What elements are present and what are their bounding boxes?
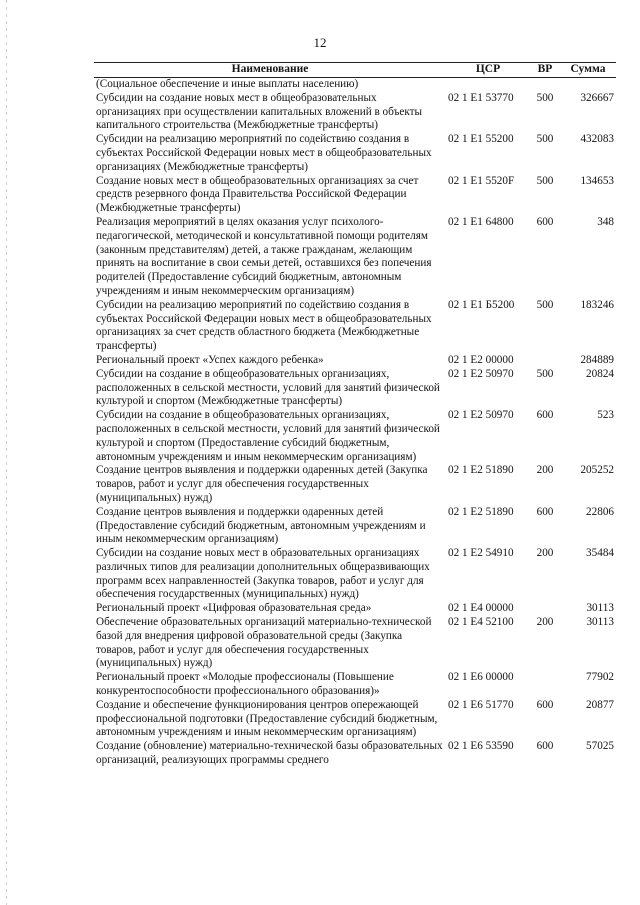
row-csr-cell: 02 1 E1 64800 <box>448 215 514 228</box>
table-row <box>94 78 616 92</box>
table-row <box>94 175 616 216</box>
row-name-cell: Региональный проект «Цифровая образовательная среда» <box>96 602 372 615</box>
row-sum-cell: 348 <box>597 215 614 228</box>
table-row <box>94 506 616 547</box>
row-csr-cell: 02 1 E2 51890 <box>448 505 514 518</box>
row-csr-cell: 02 1 E2 50970 <box>448 409 514 422</box>
row-sum-cell: 22806 <box>586 505 614 518</box>
row-sum-cell: 20877 <box>586 698 614 711</box>
row-csr-cell: 02 1 E1 5520F <box>448 174 515 187</box>
page-number: 12 <box>313 35 327 50</box>
row-name-cell: Создание центров выявления и поддержки одаренных детей (Предоставление субсидий бюджетным, автономным учреждениям и иным некоммерческим организациям) <box>96 505 426 546</box>
row-sum-cell: 326667 <box>580 91 614 104</box>
table-row <box>94 133 616 174</box>
row-csr-cell <box>446 78 530 92</box>
row-vr-cell: 500 <box>536 91 554 104</box>
row-vr-cell: 500 <box>536 367 554 380</box>
row-sum-cell: 77902 <box>586 671 614 684</box>
row-sum-cell: 57025 <box>586 740 614 753</box>
row-sum-cell: 523 <box>597 409 614 422</box>
row-name-cell: Субсидии на реализацию мероприятий по содействию создания в субъектах Российской Федерации новых мест в общеобразовательных организациях за счет средств областного бюджета (Межбюджетные трансферты) <box>96 298 432 353</box>
row-vr-cell: 600 <box>536 698 554 711</box>
row-name-cell: Субсидии на реализацию мероприятий по содействию создания в субъектах Российской Федерации новых мест в общеобразовательных организациях (Межбюджетные трансферты) <box>96 133 432 173</box>
table-header <box>94 63 616 78</box>
row-csr-cell: 02 1 E4 52100 <box>448 616 514 629</box>
row-sum-cell: 183246 <box>580 298 614 311</box>
table-row <box>94 354 616 368</box>
table-row <box>94 671 616 699</box>
header-name: Наименование <box>94 63 446 78</box>
row-vr-cell <box>530 671 560 699</box>
row-vr-cell <box>530 602 560 616</box>
scan-edge-mark <box>6 0 7 905</box>
row-sum-cell: 20824 <box>586 367 614 380</box>
table-row <box>94 216 616 299</box>
row-name-cell: Субсидии на создание новых мест в образовательных организациях различных типов для реализации дополнительных общеразвивающих программ всех направленностей (Закупка товаров, работ и услуг для обеспечения государственных (муниципальных) нужд) <box>96 547 430 601</box>
row-name-cell: Субсидии на создание новых мест в общеобразовательных организациях при осуществлении капитальных вложений в объекты капитального строительства (Межбюджетные трансферты) <box>96 91 423 132</box>
table-row <box>94 299 616 354</box>
row-name-cell: Создание центров выявления и поддержки одаренных детей (Закупка товаров, работ и услуг для обеспечения государственных (муниципальных) нужд) <box>96 464 428 504</box>
row-name-cell: Региональный проект «Успех каждого ребенка» <box>96 353 324 366</box>
table-row <box>94 92 616 133</box>
table-row <box>94 464 616 505</box>
row-csr-cell: 02 1 E2 50970 <box>448 367 514 380</box>
row-csr-cell: 02 1 E6 51770 <box>448 698 514 711</box>
budget-table <box>94 62 616 768</box>
row-name-cell: Обеспечение образовательных организаций материально-технической базой для внедрения цифровой образовательной среды (Закупка товаров, работ и услуг для обеспечения государственных (муниципальных) нужд) <box>96 616 432 670</box>
row-vr-cell: 600 <box>536 505 554 518</box>
table-row <box>94 368 616 409</box>
table-body <box>94 78 616 768</box>
row-name-cell: Создание (обновление) материально-технической базы образовательных организаций, реализующих программы среднего <box>96 740 443 767</box>
row-vr-cell: 200 <box>536 616 554 629</box>
row-name-cell: Субсидии на создание в общеобразовательных организациях, расположенных в сельской местности, условий для занятий физической культурой и спортом (Межбюджетные трансферты) <box>96 367 440 408</box>
table-row <box>94 740 616 768</box>
header-csr: ЦСР <box>446 63 530 78</box>
row-name-cell: Региональный проект «Молодые профессионалы (Повышение конкурентоспособности профессионального образования)» <box>96 671 394 698</box>
row-vr-cell: 500 <box>536 174 554 187</box>
table-row <box>94 409 616 464</box>
header-vr: ВР <box>530 63 560 78</box>
row-vr-cell <box>530 354 560 368</box>
header-row <box>94 63 616 78</box>
row-vr-cell <box>530 78 560 92</box>
row-sum-cell: 30113 <box>586 602 614 615</box>
row-csr-cell: 02 1 E2 54910 <box>448 547 514 560</box>
row-csr-cell: 02 1 E2 00000 <box>448 353 514 366</box>
row-sum-cell: 30113 <box>586 616 614 629</box>
row-vr-cell: 600 <box>536 215 554 228</box>
row-sum-cell: 35484 <box>586 547 614 560</box>
row-vr-cell: 500 <box>536 133 554 146</box>
row-sum-cell: 284889 <box>580 353 614 366</box>
table-row <box>94 616 616 671</box>
row-csr-cell: 02 1 E6 00000 <box>448 671 514 684</box>
row-name-cell: Реализация мероприятий в целях оказания услуг психолого-педагогической, методической и консультативной помощи родителям (законным представителям) детей, а также гражданам, желающим принять на воспитание в свои семьи детей, оставшихся без попечения родителей (Предоставление субсидий бюджетным, автономным учреждениям и иным некоммерческим организациям) <box>96 215 432 297</box>
row-csr-cell: 02 1 E6 53590 <box>448 740 514 753</box>
table-row <box>94 547 616 602</box>
row-vr-cell: 200 <box>536 464 554 477</box>
row-vr-cell: 200 <box>536 547 554 560</box>
header-sum: Сумма <box>560 63 616 78</box>
row-sum-cell: 134653 <box>580 174 614 187</box>
table-row <box>94 699 616 740</box>
row-sum-cell: 432083 <box>580 133 614 146</box>
row-name-cell: Субсидии на создание в общеобразовательных организациях, расположенных в сельской местности, условий для занятий физической культурой и спортом (Предоставление субсидий бюджетным, автономным учреждениям и иным некоммерческим организациям) <box>96 409 440 463</box>
row-name-cell: Создание новых мест в общеобразовательных организациях за счет средств резервного фонда Правительства Российской Федерации (Межбюджетные трансферты) <box>96 174 419 215</box>
row-csr-cell: 02 1 E1 55200 <box>448 133 514 146</box>
table-row <box>94 602 616 616</box>
row-csr-cell: 02 1 E4 00000 <box>448 602 514 615</box>
row-name-cell: (Социальное обеспечение и иные выплаты населению) <box>96 78 359 90</box>
row-sum-cell <box>560 78 616 92</box>
row-csr-cell: 02 1 E1 Б5200 <box>448 298 515 311</box>
row-csr-cell: 02 1 E2 51890 <box>448 464 514 477</box>
row-sum-cell: 205252 <box>580 464 614 477</box>
row-vr-cell: 500 <box>536 298 554 311</box>
row-vr-cell: 600 <box>536 740 554 753</box>
row-vr-cell: 600 <box>536 409 554 422</box>
row-csr-cell: 02 1 E1 53770 <box>448 91 514 104</box>
row-name-cell: Создание и обеспечение функционирования центров опережающей профессиональной подготовки (Предоставление субсидий бюджетным, автономным учреждениям и иным некоммерческим организациям) <box>96 698 438 739</box>
